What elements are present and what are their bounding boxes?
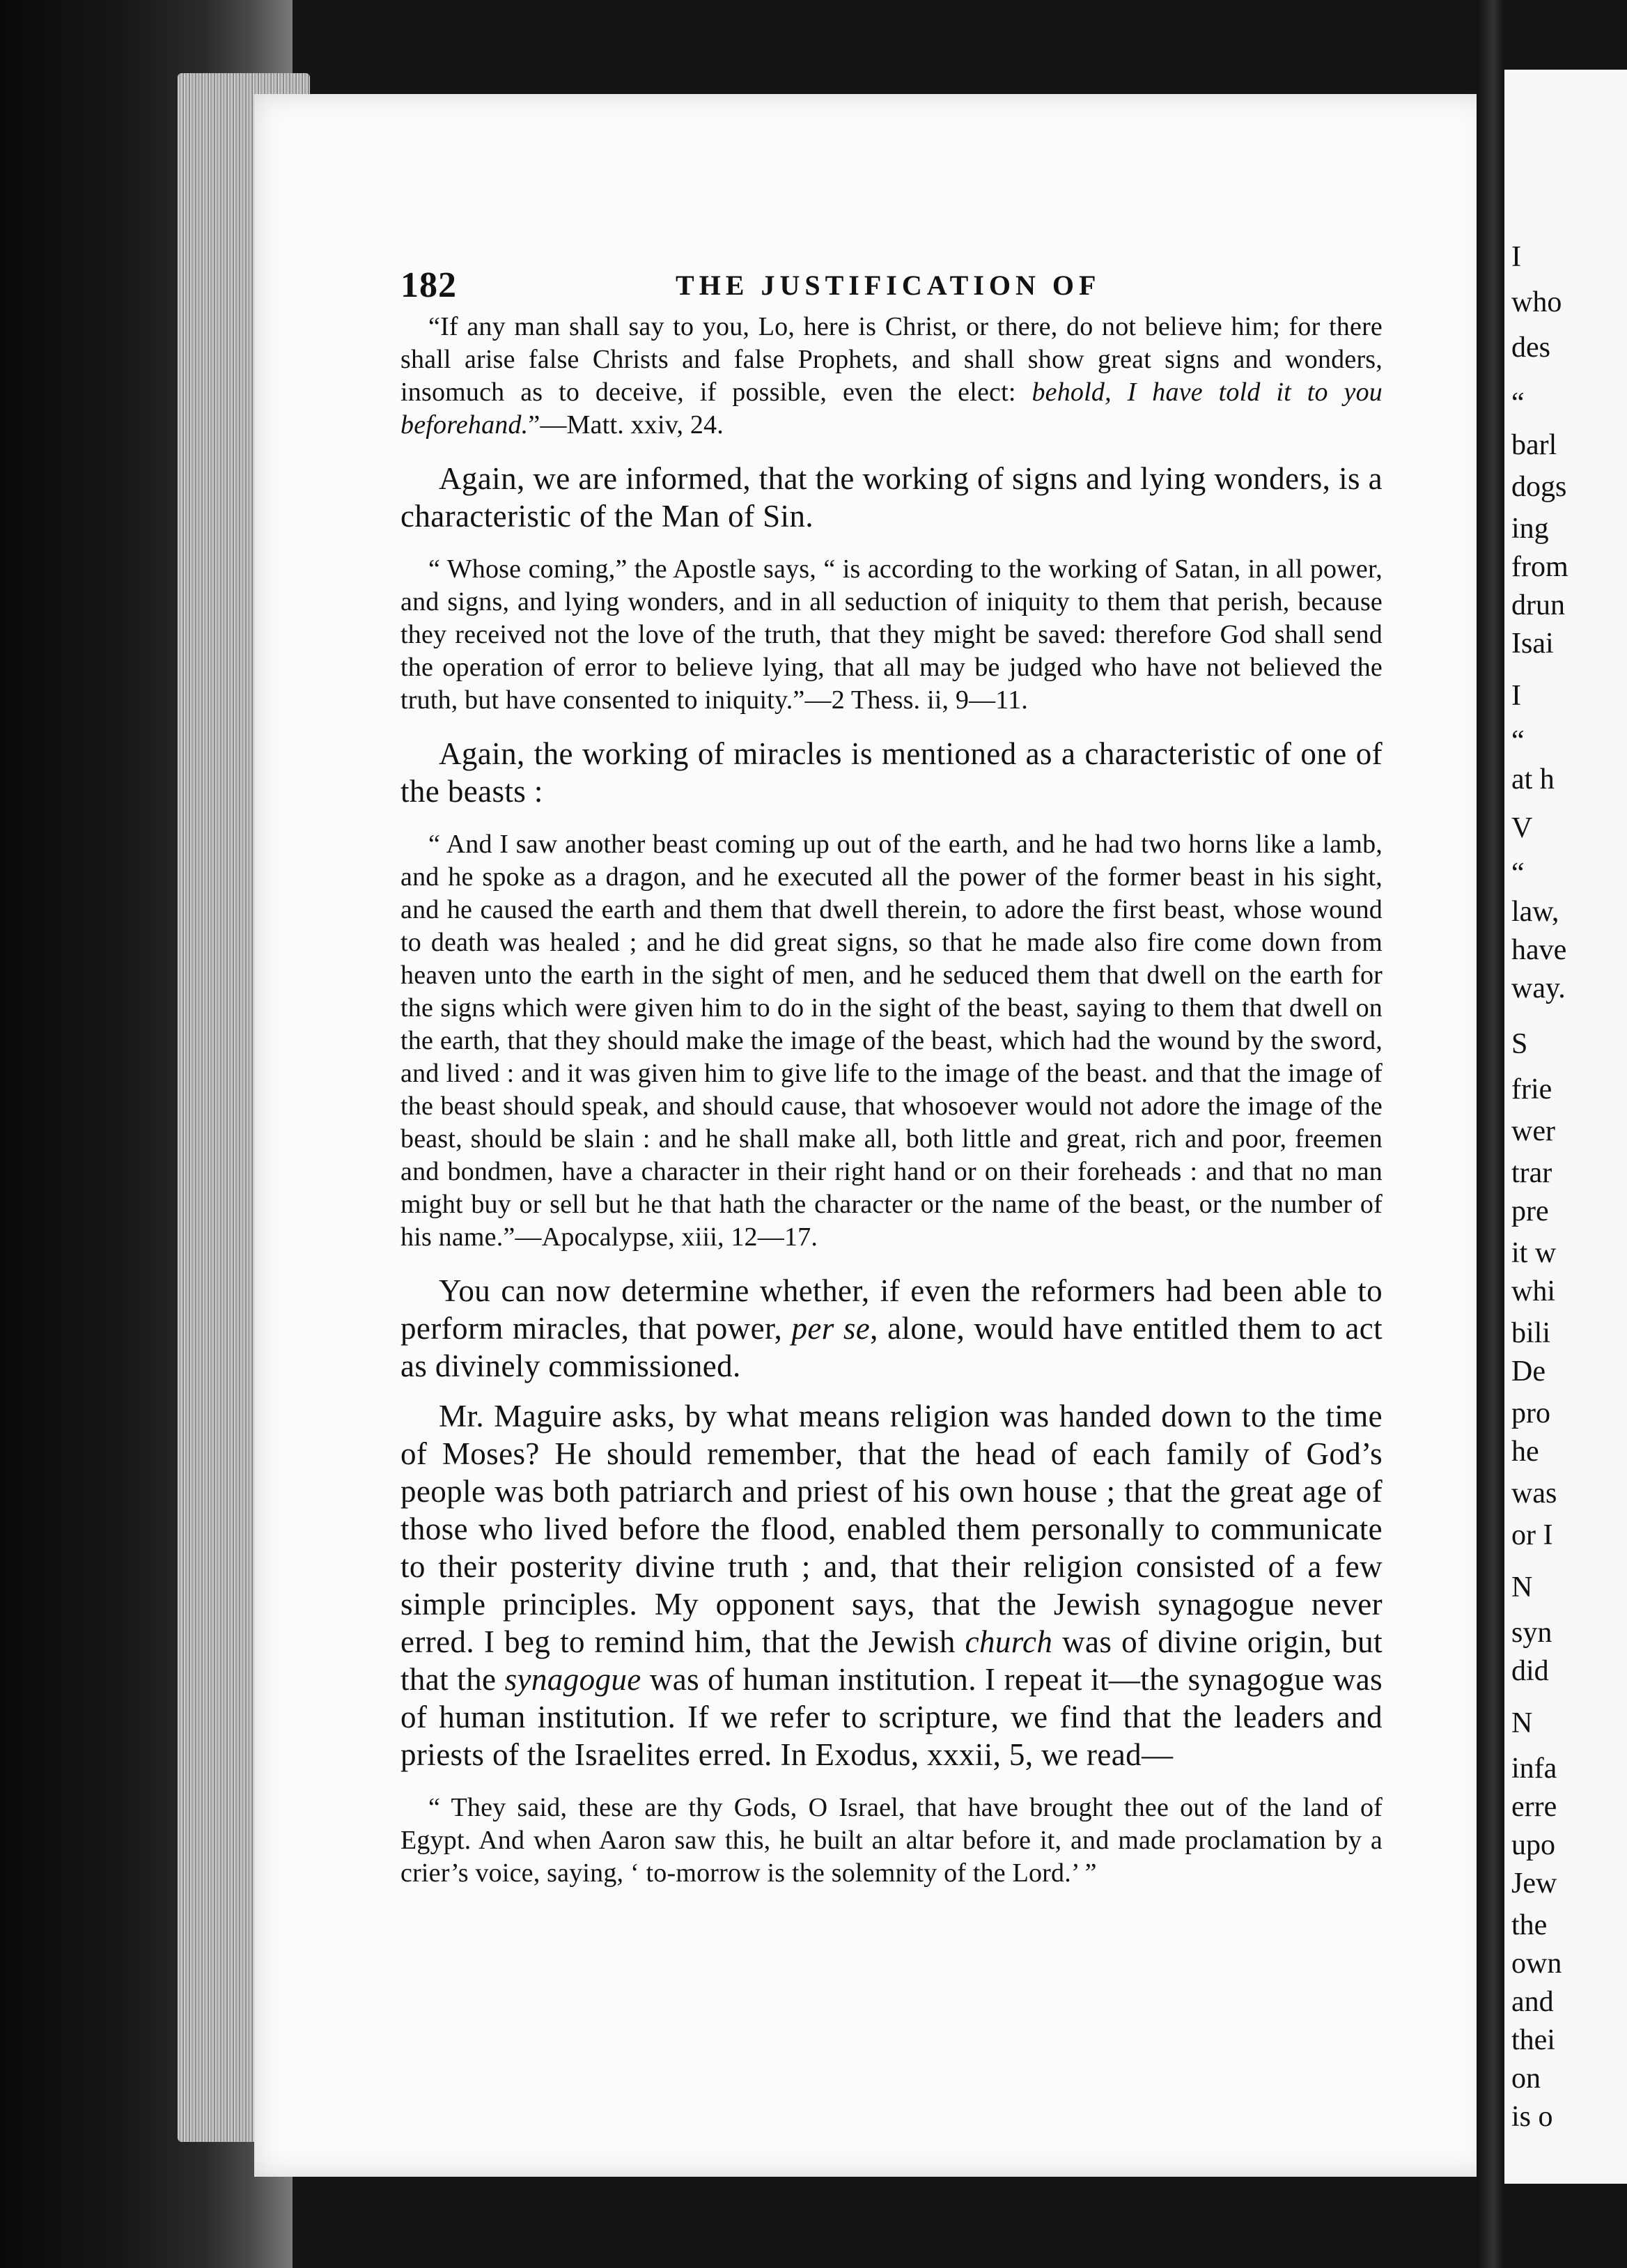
right-page-line-fragment: “ [1511, 725, 1525, 757]
right-page-line-fragment: S [1511, 1028, 1528, 1060]
right-page-line-fragment: or I [1511, 1519, 1553, 1551]
quote-exodus: “ They said, these are thy Gods, O Israel, that have brought thee out of the land of Egypt. And when Aaron saw this, he built an altar before it, and made proclamation by a crier’s voice, saying, ‘ to-morrow is the solemnity of the Lord.’ ” [400, 1793, 1383, 1888]
paragraph-reformers-italic: per se [791, 1311, 871, 1346]
right-page-line-fragment: syn [1511, 1617, 1552, 1649]
right-page-line-fragment: own [1511, 1948, 1562, 1980]
right-page-line-fragment: whi [1511, 1275, 1555, 1307]
right-page-line-fragment: trar [1511, 1157, 1552, 1189]
right-page-line-fragment: pre [1511, 1195, 1549, 1227]
right-page-line-fragment: “ [1511, 387, 1525, 419]
right-page-line-fragment: wer [1511, 1115, 1555, 1147]
right-page-line-fragment: bili [1511, 1317, 1551, 1349]
right-page-line-fragment: drun [1511, 589, 1565, 621]
right-page-line-fragment: Jew [1511, 1867, 1557, 1900]
running-title: THE JUSTIFICATION OF [676, 270, 1101, 301]
right-page-line-fragment: law, [1511, 896, 1559, 928]
right-page-line-fragment: and [1511, 1986, 1554, 2018]
right-page-line-fragment: it w [1511, 1237, 1557, 1269]
right-page-line-fragment: pro [1511, 1397, 1550, 1429]
paragraph-man-of-sin: Again, we are informed, that the working of signs and lying wonders, is a characteristic of the Man of Sin. [400, 461, 1383, 534]
right-page-line-fragment: I [1511, 680, 1521, 712]
quote-matthew-italic: behold, I have told it to you beforehand. [400, 378, 1383, 440]
right-page-line-fragment: frie [1511, 1073, 1552, 1105]
right-page-line-fragment: from [1511, 551, 1568, 583]
paragraph-maguire-text-mid: was of divine origin, but that the [400, 1624, 1383, 1697]
quote-apocalypse: “ And I saw another beast coming up out of the earth, and he had two horns like a lamb, and he spoke as a dragon, and he executed all the power of the former beast in his sight, and he caused the earth and them that dwell therein, to adore the first beast, whose wound to death was healed ; and he did great signs, so that he made also fire come down from heaven unto the earth in the sight of men, and he seduced them that dwell on the earth for the signs which were given him to do in the sight of the beast, saying to them that dwell on the earth, that they should make the image of the beast, which had the wound by the sword, and lived : and it was given him to give life to the image of the beast. and that the image of the beast should speak, and should cause, that whosoever would not adore the image of the beast, should be slain : and he shall make all, both little and great, rich and poor, freemen and bondmen, have a character in their right hand or on their foreheads : and that no man might buy or sell but he that hath the character or the name of the beast, or the number of his name.”—Apocalypse, xiii, 12—17. [400, 830, 1383, 1252]
paragraph-maguire-italic-synagogue: synagogue [504, 1662, 641, 1697]
right-page-line-fragment: infa [1511, 1753, 1557, 1785]
right-page-line-fragment: V [1511, 812, 1533, 844]
paragraph-beasts: Again, the working of miracles is mentioned as a characteristic of one of the beasts : [400, 736, 1383, 809]
quote-matthew-citation: ”—Matt. xxiv, 24. [528, 410, 724, 440]
right-page-line-fragment: on [1511, 2063, 1541, 2095]
page-number: 182 [400, 265, 457, 305]
paragraph-reformers [400, 1272, 1383, 1385]
right-page-line-fragment: the [1511, 1909, 1548, 1941]
quote-matthew [400, 311, 1383, 442]
paragraph-maguire-italic-church: church [965, 1624, 1053, 1659]
right-page-line-fragment: at h [1511, 763, 1555, 795]
right-page-line-fragment: upo [1511, 1829, 1555, 1861]
right-page-line-fragment: barl [1511, 429, 1557, 461]
right-page-line-fragment: Isai [1511, 628, 1554, 660]
right-page-line-fragment: N [1511, 1707, 1533, 1739]
right-page-line-fragment: I [1511, 241, 1521, 273]
right-page-line-fragment: is o [1511, 2101, 1553, 2133]
right-page-line-fragment: N [1511, 1571, 1533, 1603]
right-page-line-fragment: De [1511, 1356, 1546, 1388]
right-page-line-fragment: “ [1511, 857, 1525, 890]
right-page-line-fragment: did [1511, 1655, 1549, 1687]
right-page-line-fragment: who [1511, 286, 1562, 318]
right-page-line-fragment: he [1511, 1436, 1539, 1468]
quote-matthew-text: “If any man shall say to you, Lo, here is Christ, or there, do not believe him; for there shall arise false Christs and false Prophets, and shall show great signs and wonders, insomuch as to deceive, if possible, even the elect: [400, 312, 1383, 407]
right-page-line-fragment: des [1511, 332, 1550, 364]
right-page-fragment [1504, 70, 1627, 2184]
right-page-line-fragment: dogs [1511, 471, 1567, 503]
right-page-line-fragment: ing [1511, 513, 1549, 545]
running-head [400, 265, 1383, 306]
right-page-line-fragment: erre [1511, 1791, 1557, 1823]
right-page-line-fragment: thei [1511, 2024, 1555, 2056]
right-page-line-fragment: was [1511, 1477, 1557, 1509]
book-gutter [1477, 0, 1504, 2268]
quote-thessalonians: “ Whose coming,” the Apostle says, “ is according to the working of Satan, in all power, and signs, and lying wonders, and in all seduction of iniquity to them that perish, because they received not the love of the truth, that they might be saved: therefore God shall send the operation of error to believe lying, that all may be judged who have not believed the truth, but have consented to iniquity.”—2 Thess. ii, 9—11. [400, 554, 1383, 715]
paragraph-reformers-text-end: , alone, would have entitled them to act as divinely commissioned. [400, 1311, 1383, 1383]
paragraph-maguire-text-end: was of human institution. I repeat it—the synagogue was of human institution. If we refer to scripture, we find that the leaders and priests of the Israelites erred. In Exodus, xxxii, 5, we read— [400, 1662, 1383, 1772]
right-page-line-fragment: have [1511, 934, 1567, 966]
page-content [400, 265, 1383, 1890]
paragraph-reformers-text: You can now determine whether, if even the reformers had been able to perform miracles, that power, [400, 1273, 1383, 1346]
paragraph-maguire [400, 1397, 1383, 1773]
right-page-line-fragment: way. [1511, 972, 1566, 1004]
paragraph-maguire-text: Mr. Maguire asks, by what means religion was handed down to the time of Moses? He should remember, that the head of each family of God’s people was both patriarch and priest of his own house ; that the great age of those who lived before the flood, enabled them personally to communicate to their posterity divine truth ; and, that their religion consisted of a few simple principles. My opponent says, that the Jewish synagogue never erred. I beg to remind him, that the Jewish [400, 1399, 1383, 1659]
